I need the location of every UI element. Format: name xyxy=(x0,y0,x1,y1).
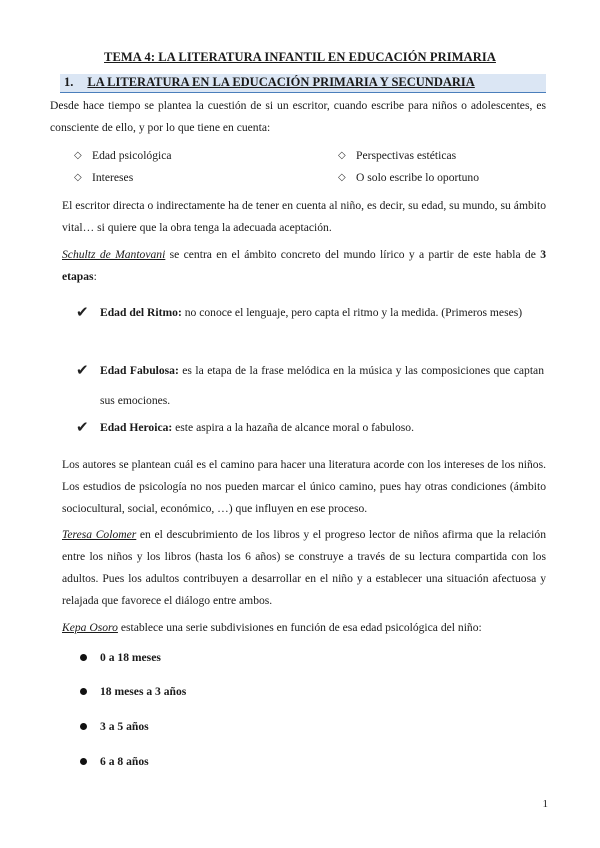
author-name: Schultz de Mantovani xyxy=(62,248,166,261)
checkmark-icon: ✔ xyxy=(76,305,89,321)
stage-name: Edad Heroica: xyxy=(100,421,173,434)
stage-name: Edad Fabulosa: xyxy=(100,364,179,377)
list-item xyxy=(74,145,172,167)
colomer-paragraph xyxy=(62,524,546,612)
bullet-icon xyxy=(80,723,87,730)
age-list-item xyxy=(80,685,186,698)
authors-paragraph: Los autores se plantean cuál es el camino para hacer una literatura acorde con los intereses de los niños. Los estudios de psicología no nos pueden marcar el único camino, pues hay otras condiciones (ámbito sociocultural, social, económico, …) que influyen en ese proceso. xyxy=(62,458,546,515)
list-item xyxy=(338,167,479,189)
paragraph-text: : xyxy=(93,270,97,283)
document-title: TEMA 4: LA LITERATURA INFANTIL EN EDUCACIÓN PRIMARIA xyxy=(104,50,496,64)
bullet-icon xyxy=(80,758,87,765)
section-title: LA LITERATURA EN LA EDUCACIÓN PRIMARIA Y SECUNDARIA xyxy=(87,75,475,89)
checkmark-icon: ✔ xyxy=(76,420,89,436)
stage-description: este aspira a la hazaña de alcance moral o fabuloso. xyxy=(172,421,414,434)
list-item-label: Intereses xyxy=(92,171,134,184)
stage-item xyxy=(76,413,544,443)
diamond-bullet-icon: ◇ xyxy=(74,150,82,161)
list-item xyxy=(74,167,172,189)
diamond-bullet-icon: ◇ xyxy=(338,150,346,161)
writer-paragraph: El escritor directa o indirectamente ha de tener en cuenta al niño, es decir, su edad, su mundo, su ámbito vital… si quiere que la obra tenga la adecuada aceptación. xyxy=(62,199,546,234)
age-list-item xyxy=(80,755,149,768)
age-range: 6 a 8 años xyxy=(100,755,149,768)
list-item xyxy=(338,145,479,167)
schultz-paragraph xyxy=(62,244,546,288)
age-range: 18 meses a 3 años xyxy=(100,685,187,698)
bullet-icon xyxy=(80,654,87,661)
author-name: Kepa Osoro xyxy=(62,621,118,634)
stage-item xyxy=(76,298,544,328)
page-number: 1 xyxy=(542,798,548,810)
list-item-label: Edad psicológica xyxy=(92,149,172,162)
stage-item xyxy=(76,356,544,416)
age-list-item xyxy=(80,720,149,733)
osoro-paragraph xyxy=(62,617,546,639)
age-range: 0 a 18 meses xyxy=(100,651,161,664)
diamond-bullet-icon: ◇ xyxy=(338,172,346,183)
intro-paragraph: Desde hace tiempo se plantea la cuestión de si un escritor, cuando escribe para niños o adolescentes, es consciente de ello, y por lo que tiene en cuenta: xyxy=(50,99,546,134)
paragraph-text: en el descubrimiento de los libros y el progreso lector de niños afirma que la relación entre los niños y los libros (hasta los 6 años) se construye a través de su lectura compartida con los adultos. Pues los adultos contribuyen a desarrollar en el niño y a establecer una situación afectuosa y relajada que favorece el diálogo entre ambos. xyxy=(62,528,546,607)
list-item-label: Perspectivas estéticas xyxy=(356,149,457,162)
considerations-column-2 xyxy=(338,145,479,189)
checkmark-icon: ✔ xyxy=(76,363,89,379)
diamond-bullet-icon: ◇ xyxy=(74,172,82,183)
stage-name: Edad del Ritmo: xyxy=(100,306,182,319)
list-item-label: O solo escribe lo oportuno xyxy=(356,171,480,184)
emphasis-text: 3 etapas xyxy=(62,248,546,283)
stage-description: no conoce el lenguaje, pero capta el ritmo y la medida. (Primeros meses) xyxy=(181,306,523,319)
age-list-item xyxy=(80,651,161,664)
author-name: Teresa Colomer xyxy=(62,528,137,541)
paragraph-text: se centra en el ámbito concreto del mundo lírico y a partir de este habla de xyxy=(165,248,541,261)
age-range: 3 a 5 años xyxy=(100,720,149,733)
stage-description: es la etapa de la frase melódica en la música y las composiciones que captan sus emociones. xyxy=(100,364,544,407)
section-number: 1. xyxy=(64,75,74,89)
bullet-icon xyxy=(80,688,87,695)
considerations-column-1 xyxy=(74,145,172,189)
paragraph-text: establece una serie subdivisiones en función de esa edad psicológica del niño: xyxy=(117,621,482,634)
section-heading xyxy=(64,75,475,90)
